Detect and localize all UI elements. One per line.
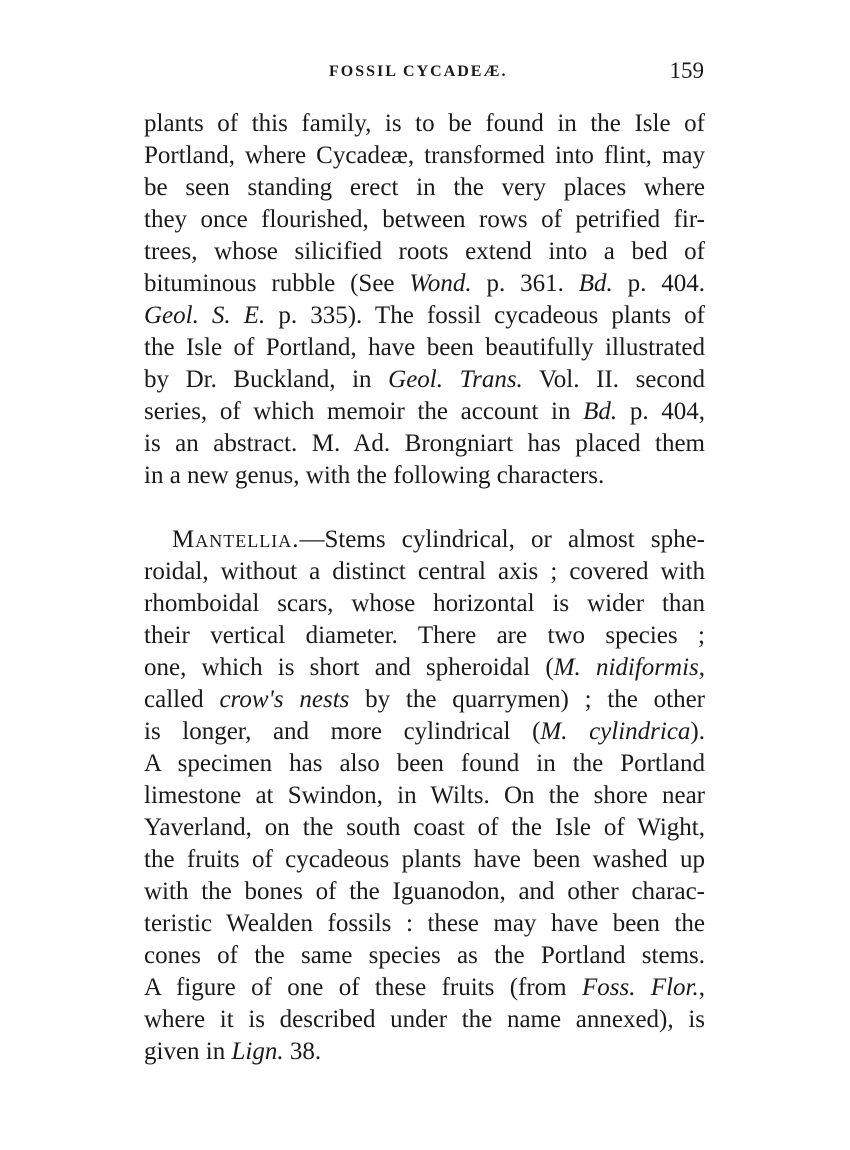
text-line [144,268,705,300]
text-line [144,972,705,1004]
text-line [144,716,705,748]
paragraph-2 [144,524,705,1068]
genus-heading: Mantellia. [172,526,300,553]
text-line: roidal, without a distinct central axis ; covered with [144,558,705,585]
citation-bd: Bd. [578,270,613,297]
text-line: teristic Wealden fossils : these may have been the [144,910,705,937]
text-run: Vol. II. second [522,366,705,393]
text-line [144,364,705,396]
text-line: plants of this family, is to be found in the Isle of [144,110,705,137]
citation-geol-se: Geol. S. E. [144,302,266,329]
text-line [144,652,705,684]
text-line: limestone at Swindon, in Wilts. On the shore near [144,782,705,809]
species-name: M. cylindrica [540,718,691,745]
text-run: A figure of one of these fruits (from [144,974,582,1001]
running-head: FOSSIL CYCADEÆ. [329,63,508,80]
text-line [144,524,705,556]
text-line: rhomboidal scars, whose horizontal is wider than [144,590,705,617]
common-name: crow's nests [219,686,350,713]
text-run: is longer, and more cylindrical ( [144,718,541,745]
text-run: —Stems cylindrical, or almost sphe- [299,526,705,553]
text-run: one, which is short and spheroidal ( [144,654,554,681]
page-header [144,58,704,88]
text-line: be seen standing erect in the very places where [144,174,705,201]
text-run: p. 404. [612,270,705,297]
text-line: is an abstract. M. Ad. Brongniart has placed them [144,430,705,457]
text-run: , [698,974,705,1001]
citation-geol-trans: Geol. Trans. [388,366,523,393]
text-run: , [698,654,705,681]
citation-bd: Bd. [583,398,618,425]
text-run: called [144,686,220,713]
text-run: series, of which memoir the account in [144,398,584,425]
text-run: 38. [283,1038,322,1065]
text-run: p. 404, [617,398,705,425]
text-line: with the bones of the Iguanodon, and other charac- [144,878,705,905]
citation-foss-flor: Foss. Flor. [581,974,699,1001]
text-line: Yaverland, on the south coast of the Isle of Wight, [144,814,705,841]
text-run: by Dr. Buckland, in [144,366,389,393]
text-line: where it is described under the name annexed), is [144,1006,705,1033]
text-run: bituminous rubble (See [144,270,410,297]
species-name: M. nidiformis [553,654,699,681]
text-line: A specimen has also been found in the Portland [144,750,705,777]
text-line: they once flourished, between rows of petrified fir- [144,206,705,233]
text-line: Portland, where Cycadeæ, transformed into flint, may [144,142,705,169]
text-line: the Isle of Portland, have been beautifully illustrated [144,334,705,361]
paragraph-1 [144,108,705,492]
text-run: given in [144,1038,232,1065]
text-line: trees, whose silicified roots extend into a bed of [144,238,705,265]
text-line [144,300,705,332]
text-line: cones of the same species as the Portland stems. [144,942,705,969]
text-run: p. 361. [471,270,579,297]
text-line: the fruits of cycadeous plants have been washed up [144,846,705,873]
text-run: p. 335). The fossil cycadeous plants of [265,302,705,329]
text-run: ). [690,718,705,745]
text-line [144,396,705,428]
page-number: 159 [669,58,704,83]
citation-lign: Lign. [231,1038,284,1065]
text-line [144,684,705,716]
text-run: by the quarrymen) ; the other [349,686,705,713]
text-line: their vertical diameter. There are two species ; [144,622,705,649]
text-line: in a new genus, with the following characters. [144,462,605,489]
text-line [144,1036,705,1068]
citation-wond: Wond. [409,270,472,297]
